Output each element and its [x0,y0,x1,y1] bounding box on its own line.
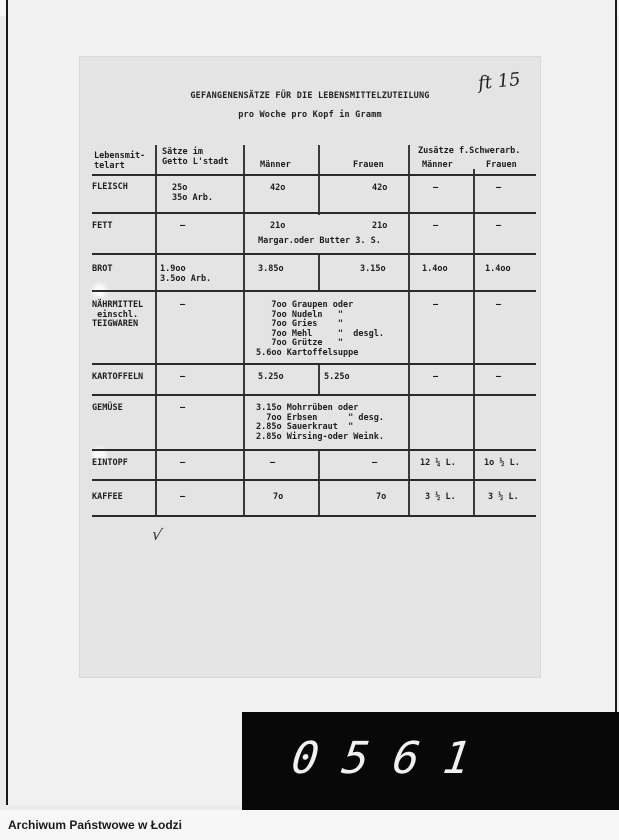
header-extra: Zusätze f.Schwerarb. [418,146,521,156]
check-mark: √ [150,524,164,545]
row-divider [92,515,536,517]
row-item: GEMÜSE [92,403,123,413]
document-title: GEFANGENENSÄTZE FÜR DIE LEBENSMITTELZUTEILUNG [190,91,430,101]
row-women: — [372,458,378,468]
row-item: FLEISCH [92,182,128,192]
row-women: 21o [372,221,388,231]
row-divider [92,174,536,176]
row-divider [92,212,536,214]
row-extra-women: — [496,372,502,382]
col-divider [473,169,475,517]
row-ghetto: — [180,492,186,502]
archive-label: Archiwum Państwowe w Łodzi [8,818,183,832]
row-extra-men: — [433,372,439,382]
row-ghetto: 25o 35o Arb. [172,183,213,203]
row-item: KARTOFFELN [92,372,144,382]
row-extra-women: — [496,221,502,231]
col-divider [318,449,320,517]
row-span-note: Margar.oder Butter 3. S. [258,236,381,246]
row-extra-women: 1.4oo [485,264,511,274]
header-men: Männer [260,160,291,170]
header-item: Lebensmit- telart [94,151,146,171]
row-extra-men: — [433,221,439,231]
document-subtitle: pro Woche pro Kopf in Gramm [238,110,382,120]
row-extra-men: 3 ½ L. [425,492,456,502]
row-men: 42o [270,183,286,193]
row-span-list: 7oo Graupen oder 7oo Nudeln " 7oo Gries " 7oo Mehl " desgl. 7oo Grütze " 5.6oo Kartoffelsuppe [256,300,384,358]
row-divider [92,290,536,292]
col-divider [318,145,320,215]
row-item: KAFFEE [92,492,123,502]
row-divider [92,394,536,396]
row-ghetto: — [180,403,186,413]
row-extra-men: 12 ¼ L. [420,458,456,468]
col-divider [318,363,320,395]
row-extra-women: 1o ½ L. [484,458,520,468]
row-item: EINTOPF [92,458,128,468]
row-men: — [270,458,276,468]
row-item: BROT [92,264,113,274]
row-men: 5.25o [258,372,284,382]
row-men: 21o [270,221,286,231]
row-item: NÄHRMITTEL einschl. TEIGWAREN [92,300,144,330]
row-extra-women: 3 ½ L. [488,492,519,502]
row-men: 3.85o [258,264,284,274]
row-women: 5.25o [324,372,350,382]
row-ghetto: — [180,221,186,231]
row-divider [92,253,536,255]
row-ghetto: — [180,458,186,468]
row-divider [92,479,536,481]
row-ghetto: — [180,372,186,382]
row-extra-men: — [433,300,439,310]
row-ghetto: 1.9oo 3.5oo Arb. [160,264,212,284]
row-extra-men: 1.4oo [422,264,448,274]
film-frame-number: 0561 [288,733,498,784]
row-item: FETT [92,221,113,231]
header-ghetto: Sätze im Getto L'stadt [162,147,229,167]
row-men: 7o [273,492,284,502]
row-women: 42o [372,183,388,193]
row-divider [92,449,536,451]
row-extra-men: — [433,183,439,193]
row-women: 7o [376,492,387,502]
page-number-mark: ft 15 [477,68,522,95]
header-extra-men: Männer [422,160,453,170]
document-page [80,57,540,677]
col-divider [155,145,157,517]
row-divider [92,363,536,365]
row-extra-women: — [496,183,502,193]
col-divider [243,145,245,517]
row-span-list: 3.15o Mohrrüben oder 7oo Erbsen " desg. 2.85o Sauerkraut " 2.85o Wirsing-oder Weink. [256,403,384,442]
row-women: 3.15o [360,264,386,274]
col-divider [318,253,320,291]
row-ghetto: — [180,300,186,310]
header-women: Frauen [353,160,384,170]
col-divider [408,145,410,517]
header-extra-women: Frauen [486,160,517,170]
row-extra-women: — [496,300,502,310]
